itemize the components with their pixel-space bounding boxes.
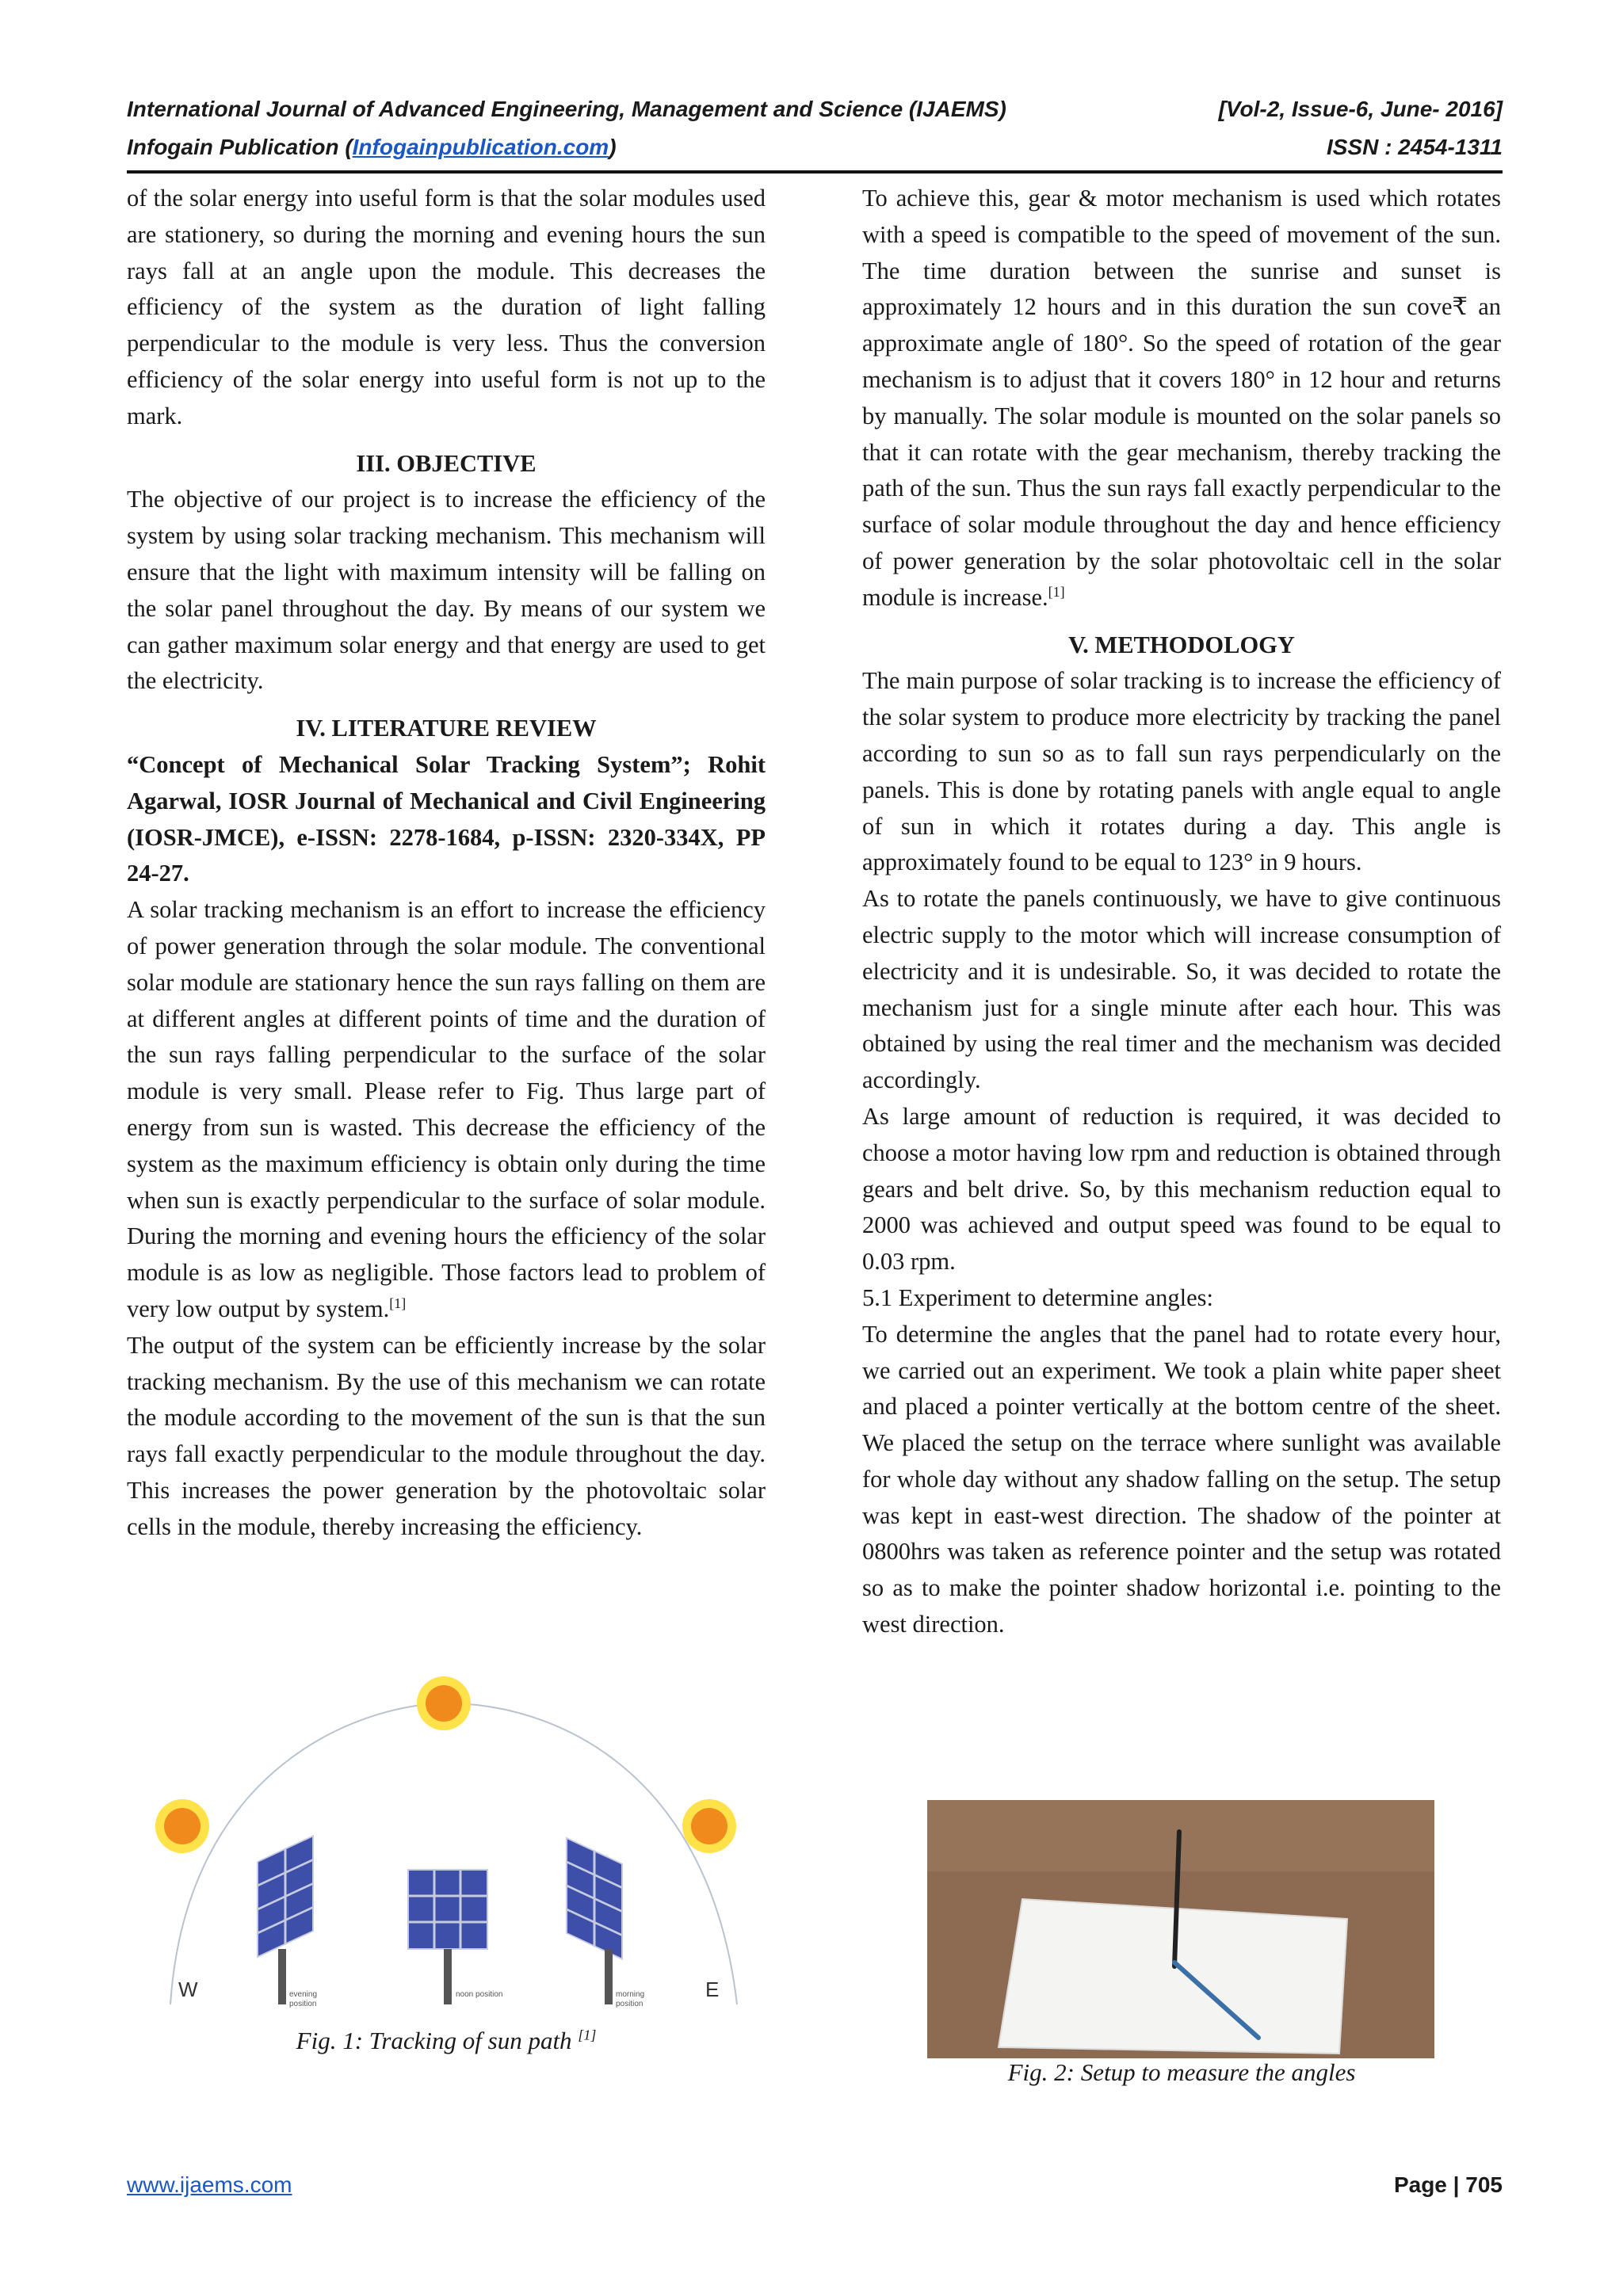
figure-2-caption: Fig. 2: Setup to measure the angles: [1007, 2058, 1356, 2086]
figure-1-caption-text: Fig. 1: Tracking of sun path: [296, 2027, 579, 2054]
right-intro-text: To achieve this, gear & motor mechanism is used which rotates with a speed is compatible to the speed of movement of the sun. The time duration between the sunrise and sunset is approximately 12 hours and in this duration the sun cove₹ an approximate angle of 180°. So the speed of rotation of the gear mechanism is to adjust that it covers 180° in 12 hour and returns by manually. The solar module is mounted on the solar panels so that it can rotate with the gear mechanism, thereby tracking the path of the sun. Thus the sun rays fall exactly perpendicular to the surface of solar module throughout the day and hence efficiency of power generation by the solar photovoltaic cell in the solar module is increase.: [862, 185, 1501, 611]
figure-1-caption-ref: [1]: [578, 2027, 597, 2043]
issn: ISSN : 2454-1311: [1326, 135, 1503, 159]
panel-morning: [567, 1838, 622, 1959]
right-column: [862, 181, 1501, 1643]
pole-noon: [444, 1949, 452, 2004]
literature-reference: “Concept of Mechanical Solar Tracking System”; Rohit Agarwal, IOSR Journal of Mechanical and Civil Engineering (IOSR-JMCE), e-ISSN: 2278-1684, p-ISSN: 2320-334X, PP 24-27.: [127, 750, 766, 887]
paper-sheet: [999, 1899, 1347, 2054]
left-column: [127, 181, 766, 1545]
literature-heading: IV. LITERATURE REVIEW: [296, 715, 597, 742]
literature-paragraph-2: The output of the system can be efficiently increase by the solar tracking mechanism. By the use of this mechanism we can rotate the module according to the movement of the sun is that the sun rays fall exactly perpendicular to the module throughout the day. This increases the power generation by the photovoltaic solar cells in the module, thereby increasing the efficiency.: [127, 1331, 766, 1540]
literature-paragraph-1: [127, 892, 766, 1328]
experiment-heading: 5.1 Experiment to determine angles:: [862, 1283, 1213, 1311]
pole-morning: [605, 1949, 613, 2004]
sun-morning: [682, 1799, 736, 1853]
volume-info: [Vol-2, Issue-6, June- 2016]: [1218, 97, 1503, 121]
sun-evening: [155, 1799, 209, 1853]
journal-website-link[interactable]: www.ijaems.com: [127, 2172, 292, 2197]
publisher-suffix: ): [609, 135, 617, 159]
methodology-paragraph-3: As large amount of reduction is required, it was decided to choose a motor having low rpm and reduction is obtained through gears and belt drive. So, by this mechanism reduction equal to 2000 was achieved and output speed was found to be equal to 0.03 rpm.: [862, 1102, 1501, 1276]
methodology-heading: V. METHODOLOGY: [1068, 631, 1295, 658]
label-noon: noon position: [456, 1990, 503, 1999]
publisher-prefix: Infogain Publication (: [127, 135, 353, 159]
figure-1-caption: [127, 2027, 766, 2055]
citation-ref: [1]: [389, 1295, 407, 1311]
panel-noon: [408, 1870, 487, 1949]
label-e: E: [705, 1978, 720, 2001]
label-w: W: [178, 1978, 198, 2001]
intro-paragraph: of the solar energy into useful form is that the solar modules used are stationery, so during the morning and evening hours the sun rays fall at an angle upon the module. This decreases the efficiency of the system as the duration of light falling perpendicular to the module is very less. Thus the conversion efficiency of the solar energy into useful form is not up to the mark.: [127, 185, 766, 429]
label-evening: evening position: [289, 1990, 318, 2008]
right-intro-paragraph: [862, 181, 1501, 616]
literature-paragraph-1-text: A solar tracking mechanism is an effort to increase the efficiency of power generation through the solar module. The conventional solar module are stationary hence the sun rays falling on them are at different angles at different points of time and the duration of the sun rays falling perpendicular to the surface of the solar module is very small. Please refer to Fig. Thus large part of energy from sun is wasted. This decrease the efficiency of the system as the maximum efficiency is obtain only during the time when sun is exactly perpendicular to the surface of solar module. During the morning and evening hours the efficiency of the solar module is as low as negligible. Those factors lead to problem of very low output by system.: [127, 896, 766, 1322]
methodology-paragraph-1: The main purpose of solar tracking is to increase the efficiency of the solar system to produce more electricity by tracking the panel according to sun so as to fall sun rays perpendicularly on the panels. This is done by rotating panels with angle equal to angle of sun in which it rotates during a day. This angle is approximately found to be equal to 123° in 9 hours.: [862, 667, 1501, 876]
sun-path-arc: [170, 1703, 737, 2004]
objective-paragraph: The objective of our project is to increase the efficiency of the system by using solar tracking mechanism. This mechanism will ensure that the light with maximum intensity will be falling on the solar panel throughout the day. By means of our system we can gather maximum solar energy and that energy are used to get the electricity.: [127, 486, 766, 695]
publisher-link[interactable]: Infogainpublication.com: [352, 135, 609, 159]
methodology-paragraph-2: As to rotate the panels continuously, we have to give continuous electric supply to the motor which will increase consumption of electricity and it is undesirable. So, it was decided to rotate the mechanism just for a single minute after each hour. This was obtained by using the real timer and the mechanism was decided accordingly.: [862, 885, 1501, 1094]
right-intro-ref: [1]: [1048, 583, 1065, 600]
objective-heading: III. OBJECTIVE: [356, 449, 537, 477]
page-number: Page | 705: [1393, 2172, 1503, 2197]
sun-noon: [417, 1676, 471, 1730]
angle-setup-photo: [927, 1800, 1434, 2058]
sun-path-figure: [139, 1672, 773, 2020]
panel-evening: [258, 1836, 313, 1957]
label-morning: morning position: [616, 1990, 645, 2008]
experiment-paragraph: To determine the angles that the panel had to rotate every hour, we carried out an experiment. We took a plain white paper sheet and placed a pointer vertically at the bottom centre of the sheet. We placed the setup on the terrace where sunlight was available for whole day without any shadow falling on the setup. The setup was kept in east-west direction. The shadow of the pointer at 0800hrs was taken as reference pointer and the setup was rotated so as to make the pointer shadow horizontal i.e. pointing to the west direction.: [862, 1320, 1501, 1638]
header-rule: [127, 170, 1503, 174]
journal-title: International Journal of Advanced Engineering, Management and Science (IJAEMS): [127, 97, 1006, 121]
publisher-header: [127, 135, 1503, 160]
pole-evening: [278, 1949, 286, 2004]
journal-header: [127, 97, 1503, 122]
